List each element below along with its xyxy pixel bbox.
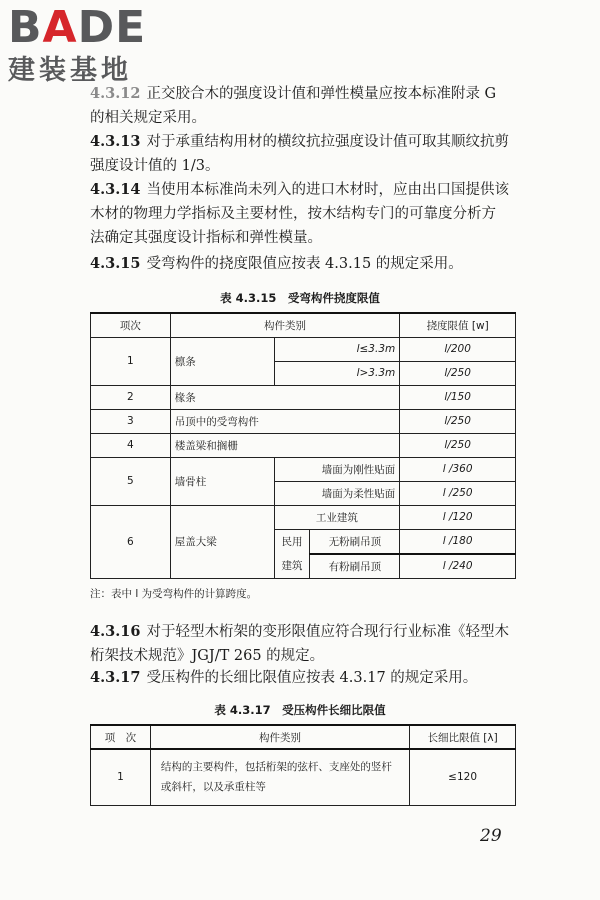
table-row (91, 433, 516, 457)
condition: 墙面为柔性贴面 (274, 481, 400, 505)
clause-number: 4.3.16 (90, 623, 141, 640)
clause-text: 受弯构件的挠度限值应按表 4.3.15 的规定采用。 (146, 256, 463, 272)
logo-wordmark (8, 2, 147, 53)
clause-4-3-12 (90, 82, 510, 130)
table-4-3-15-caption: 表 4.3.15 受弯构件挠度限值 (220, 291, 380, 305)
member-type: 屋盖大梁 (170, 505, 274, 578)
deflection-limit: l/150 (400, 385, 516, 409)
header-cell: 构件类别 (170, 313, 399, 337)
member-type: 墙骨柱 (170, 457, 274, 505)
slenderness-limit: ≤120 (410, 749, 516, 805)
member-type: 结构的主要构件，包括桁架的弦杆、支座处的竖杆或斜杆，以及承重柱等 (150, 749, 409, 805)
clause-text: 对于轻型木桁架的变形限值应符合现行行业标准《轻型木桁架技术规范》JGJ/T 265 的规定。 (90, 624, 509, 664)
header-cell: 构件类别 (150, 725, 409, 749)
clause-text: 正交胶合木的强度设计值和弹性模量应按本标准附录 G 的相关规定采用。 (90, 86, 497, 126)
row-number: 3 (91, 409, 171, 433)
header-cell: 项 次 (91, 725, 151, 749)
table-4-3-17-caption: 表 4.3.17 受压构件长细比限值 (214, 703, 386, 717)
clause-number: 4.3.15 (90, 255, 141, 272)
deflection-limit: l /240 (400, 554, 516, 579)
clause-number: 4.3.13 (90, 133, 141, 150)
deflection-limit: l/250 (400, 433, 516, 457)
row-number: 4 (91, 433, 171, 457)
condition: 工业建筑 (274, 505, 400, 529)
logo-letters: DE (77, 2, 147, 53)
clause-text: 当使用本标准尚未列入的进口木材时，应由出口国提供该木材的物理力学指标及主要材性，按木结构专门的可靠度分析方法确定其强度设计指标和弹性模量。 (90, 182, 509, 246)
clause-4-3-13 (90, 130, 510, 178)
condition: 有粉刷吊顶 (310, 554, 400, 579)
table-row (91, 505, 516, 529)
condition-group: 民用建筑 (274, 529, 310, 578)
deflection-limit: l /180 (400, 529, 516, 554)
row-number: 6 (91, 505, 171, 578)
row-number: 2 (91, 385, 171, 409)
deflection-limit: l/250 (400, 361, 516, 385)
clause-number: 4.3.14 (90, 181, 141, 198)
header-cell: 长细比限值 [λ] (410, 725, 516, 749)
member-type: 吊顶中的受弯构件 (170, 409, 399, 433)
logo-accent-letter: A (42, 2, 78, 53)
member-type: 楼盖梁和搁栅 (170, 433, 399, 457)
header-cell: 挠度限值 [w] (400, 313, 516, 337)
table-row (91, 385, 516, 409)
condition: l>3.3m (274, 361, 400, 385)
header-cell: 项次 (91, 313, 171, 337)
clause-text: 受压构件的长细比限值应按表 4.3.17 的规定采用。 (146, 670, 478, 686)
condition: 墙面为刚性贴面 (274, 457, 400, 481)
table-header-row (91, 313, 516, 337)
row-number: 5 (91, 457, 171, 505)
clause-number: 4.3.17 (90, 669, 141, 686)
page-number: 29 (480, 826, 502, 846)
condition: l≤3.3m (274, 337, 400, 361)
deflection-limit: l /360 (400, 457, 516, 481)
clause-4-3-15 (90, 252, 510, 276)
member-type: 檩条 (170, 337, 274, 385)
table-4-3-15 (90, 312, 516, 579)
table-row (91, 337, 516, 361)
logo-letter: B (8, 2, 43, 53)
clause-4-3-16 (90, 620, 510, 668)
deflection-limit: l/200 (400, 337, 516, 361)
deflection-limit: l/250 (400, 409, 516, 433)
table-row (91, 457, 516, 481)
clause-number: 4.3.12 (90, 85, 141, 102)
table-header-row (91, 725, 516, 749)
clause-4-3-14 (90, 178, 510, 250)
member-type: 椽条 (170, 385, 399, 409)
deflection-limit: l /250 (400, 481, 516, 505)
logo-subtitle: 建装基地 (8, 55, 132, 86)
row-number: 1 (91, 337, 171, 385)
condition: 无粉刷吊顶 (310, 529, 400, 554)
table-note: 注：表中 l 为受弯构件的计算跨度。 (90, 588, 258, 600)
table-row (91, 409, 516, 433)
brand-logo (8, 2, 147, 86)
clause-4-3-17 (90, 666, 510, 690)
row-number: 1 (91, 749, 151, 805)
deflection-limit: l /120 (400, 505, 516, 529)
clause-text: 对于承重结构用材的横纹抗拉强度设计值可取其顺纹抗剪强度设计值的 1/3。 (90, 134, 509, 174)
table-row (91, 749, 516, 805)
table-4-3-17 (90, 724, 516, 806)
